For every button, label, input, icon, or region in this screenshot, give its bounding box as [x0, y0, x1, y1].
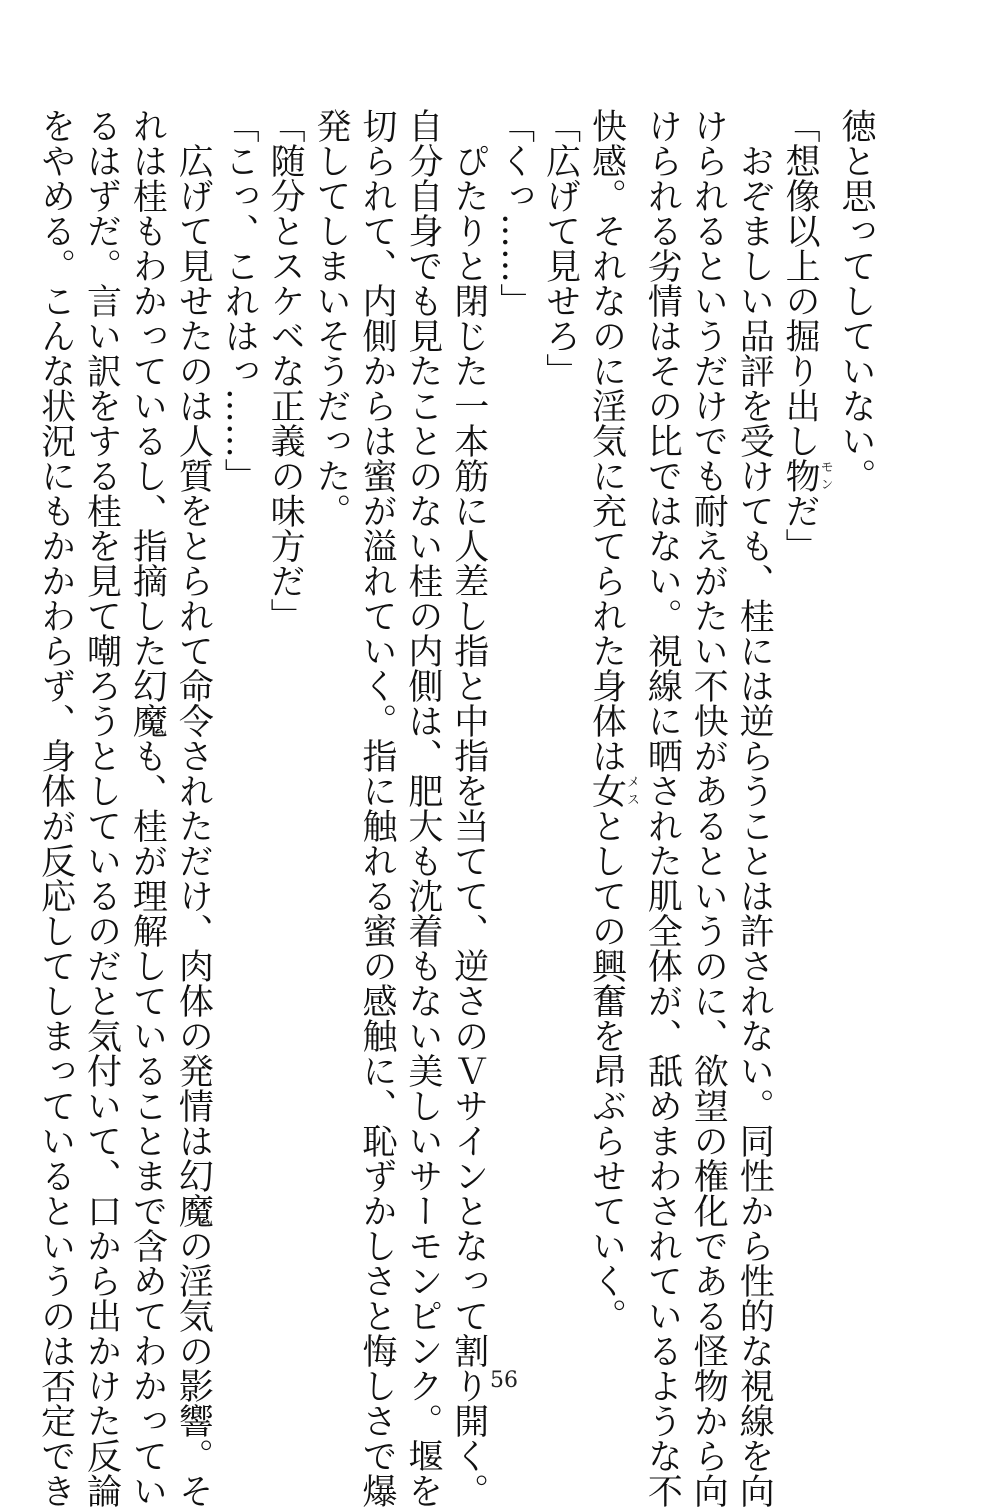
text-line: おぞましい品評を受けても、桂には逆らうことは許されない。同性から性的な視線を向	[734, 108, 775, 1508]
ruby-annotation: 女メス	[586, 773, 639, 808]
text-line: 「くっ……」	[494, 108, 535, 318]
text-line: 「随分とスケベな正義の味方だ」	[265, 108, 306, 633]
page-number: 56	[490, 1368, 518, 1393]
text-line: をやめる。こんな状況にもかかわらず、身体が反応してしまっているというのは否定でき	[35, 108, 76, 1508]
text-line: れは桂もわかっているし、指摘した幻魔も、桂が理解していることまで含めてわかってい	[127, 108, 168, 1508]
text-line: 「想像以上の掘り出し物モンだ」	[780, 108, 833, 563]
text-line: 広げて見せたのは人質をとられて命令されただけ、肉体の発情は幻魔の淫気の影響。そ	[173, 108, 214, 1508]
text-line: るはずだ。言い訳をする桂を見て嘲ろうとしているのだと気付いて、口から出かけた反論	[81, 108, 122, 1508]
text-line: 快感。それなのに淫気に充てられた身体は女メスとしての興奮を昂ぶらせていく。	[586, 108, 639, 1333]
text-line: 「こっ、これはっ……」	[219, 108, 260, 493]
text-line: 発してしまいそうだった。	[311, 108, 352, 528]
text-line: けられるというだけでも耐えがたい不快があるというのに、欲望の権化である怪物から向	[688, 108, 729, 1508]
text-line: けられる劣情はその比ではない。視線に晒された肌全体が、舐めまわされているような不	[642, 108, 683, 1508]
text-line: 自分自身でも見たことのない桂の内側は、肥大も沈着もない美しいサーモンピンク。堰を	[402, 108, 443, 1508]
text-line: 「広げて見せろ」	[540, 108, 581, 388]
ruby-annotation: 物モン	[780, 458, 833, 493]
text-line: 切られて、内側からは蜜が溢れていく。指に触れる蜜の感触に、恥ずかしさと悔しさで爆	[356, 108, 397, 1508]
text-line: 徳と思ってしていない。	[836, 108, 876, 493]
text-line: ぴたりと閉じた一本筋に人差し指と中指を当てて、逆さのＶサインとなって割り開く。	[448, 108, 489, 1508]
